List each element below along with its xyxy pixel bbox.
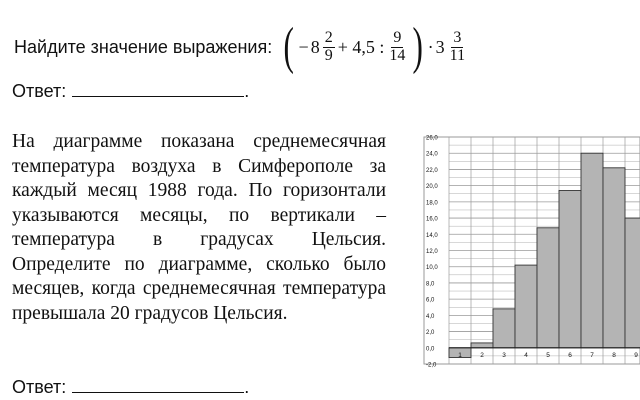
bar — [603, 168, 625, 348]
temperature-chart — [423, 129, 640, 369]
chart-svg — [423, 129, 640, 369]
fraction-numerator: 2 — [324, 28, 333, 46]
y-tick-label: 20,0 — [426, 184, 438, 191]
answer-label: Ответ: — [12, 377, 67, 397]
y-tick-label: 2,0 — [426, 330, 435, 337]
fraction-numerator: 3 — [453, 28, 462, 46]
x-tick-label: 7 — [590, 351, 594, 359]
bar — [493, 309, 515, 348]
y-tick-label: -2,0 — [426, 362, 437, 369]
y-tick-label: 10,0 — [426, 265, 438, 272]
task1-answer — [12, 78, 249, 102]
expr-fraction-1 — [323, 30, 335, 65]
bar — [625, 218, 640, 348]
y-tick-label: 26,0 — [426, 135, 438, 142]
answer-label: Ответ: — [12, 81, 67, 101]
x-tick-label: 6 — [568, 351, 572, 359]
expr-fraction-2 — [387, 30, 407, 65]
answer-blank[interactable] — [72, 78, 244, 97]
x-tick-label: 1 — [458, 351, 462, 359]
y-tick-label: 16,0 — [426, 216, 438, 223]
fraction-denominator: 11 — [449, 46, 466, 64]
answer-period: . — [244, 81, 250, 101]
bar — [537, 228, 559, 348]
task1-prompt: Найдите значение выражения: — [14, 36, 273, 57]
bar — [559, 191, 581, 348]
bar — [515, 265, 537, 348]
x-tick-label: 8 — [612, 351, 616, 359]
y-tick-label: 22,0 — [426, 167, 438, 174]
expr-mixed1-whole: 8 — [310, 36, 320, 57]
task2-question — [12, 130, 386, 326]
x-tick-label: 5 — [546, 351, 550, 359]
y-tick-label: 4,0 — [426, 313, 435, 320]
task2-answer — [12, 374, 249, 398]
x-tick-label: 3 — [502, 351, 506, 359]
expr-plus-decimal: + 4,5 : — [337, 36, 385, 57]
answer-period: . — [244, 377, 250, 397]
fraction-denominator: 9 — [324, 46, 333, 64]
x-tick-label: 2 — [480, 351, 484, 359]
right-paren: ) — [412, 18, 424, 75]
y-tick-label: 24,0 — [426, 151, 438, 158]
y-tick-label: 6,0 — [426, 297, 435, 304]
y-tick-label: 14,0 — [426, 232, 438, 239]
y-tick-label: 12,0 — [426, 249, 438, 255]
task1-expression — [280, 18, 469, 75]
y-tick-label: 8,0 — [426, 281, 435, 288]
fraction-numerator: 9 — [393, 28, 402, 46]
y-tick-label: 18,0 — [426, 200, 438, 207]
task2-text: На диаграмме показана среднемесячная температура воздуха в Симферополе за каждый месяц 1988 года. По горизонтали указываются месяцы, по вертикали – температура в градусах Цельсия. Определите по диаграмме, сколько было месяцев, когда среднемесячная температура превышала 20 градусов Цельсия. — [12, 131, 386, 324]
answer-blank[interactable] — [72, 374, 244, 393]
bar — [581, 153, 603, 348]
expr-mixed2-whole: 3 — [435, 36, 445, 57]
x-tick-label: 9 — [634, 351, 638, 359]
left-paren: ( — [283, 18, 295, 75]
task1-question — [14, 18, 469, 76]
bar — [471, 343, 493, 348]
y-tick-label: 0,0 — [426, 346, 435, 353]
expr-fraction-3 — [448, 30, 467, 65]
expr-dot: · — [427, 36, 434, 57]
x-tick-label: 4 — [524, 351, 528, 359]
fraction-denominator: 14 — [389, 46, 406, 64]
expr-minus: − — [298, 36, 309, 57]
